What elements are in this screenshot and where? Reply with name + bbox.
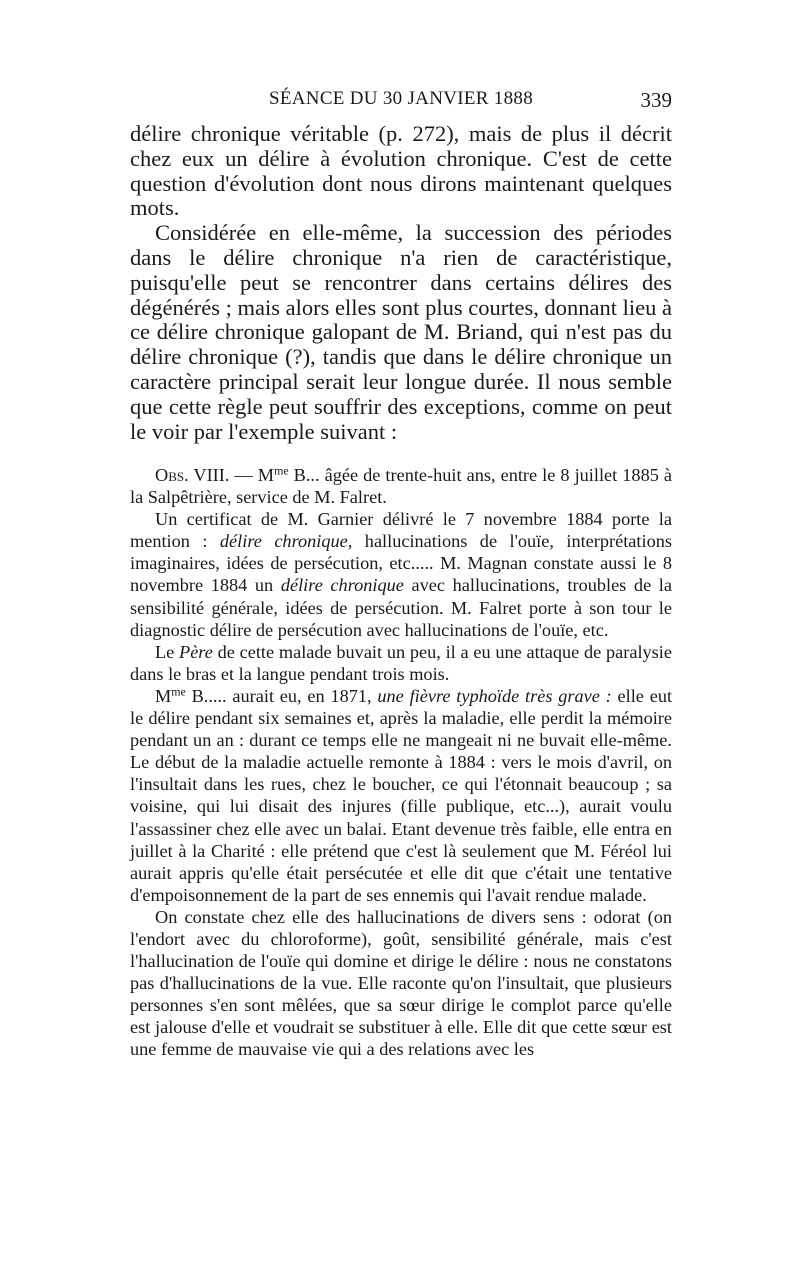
superscript: me [171,684,186,699]
text-run: elle eut le délire pendant six semaines et, après la maladie, elle perdit la mémoire pendant un an : durant ce temps elle ne mangeait ni ne buvait elle-même. Le début de la maladie actuelle remonte à 1884 : vers le mois d'avril, on l'insultait dans les rues, chez le boucher, ce qui l'étonnait beaucoup ; sa voisine, qui lui disait des injures (fille publique, etc...), aurait voulu l'assassiner chez elle avec un balai. Etant devenue très faible, elle entra en juillet à la Charité : elle prétend que c'est là seulement que M. Féréol lui aurait appris qu'elle était persécutée et elle dit que c'était une tentative d'empoisonnement de la part de ses ennemis qui l'avait rendue malade. [130,685,673,905]
paragraph-continuation: délire chronique véritable (p. 272), mais de plus il décrit chez eux un délire à évolution chronique. C'est de cette question d'évolution dont nous dirons maintenant quelques mots. [130,121,672,221]
text-run: de cette malade buvait un peu, il a eu une attaque de paralysie dans le bras et la langue pendant trois mois. [130,641,672,684]
superscript: me [274,463,289,478]
italic-text: délire chronique [280,575,404,596]
text-run: M [155,685,172,706]
observation-heredity [130,641,672,685]
observation-history [130,685,672,906]
italic-text: Père [179,641,213,662]
observation-dash: — M [234,465,275,485]
observation-intro-text: B... âgée de trente-huit ans, entre le 8 juillet 1885 à la Salpêtrière, service de M. Falret. [130,465,673,508]
text-run: hallucinations de l'ouïe, interprétations imaginaires, idées de persécution, etc..... M. Magnan constate aussi le 8 novembre 1884 un [130,531,672,596]
main-text [130,122,672,444]
page-number: 339 [640,88,672,112]
italic-text: délire chronique, [219,531,353,552]
running-title: SÉANCE DU 30 JANVIER 1888 [269,88,533,109]
text-run: Le [155,641,175,662]
running-header [130,88,672,118]
observation-title: Obs. VIII. [155,465,230,485]
observation-block [130,464,672,1061]
observation-certificate [130,508,672,641]
observation-intro [130,464,672,508]
observation-hallucinations: On constate chez elle des hallucinations de divers sens : odorat (on l'endort avec du chloroforme), goût, sensibilité générale, mais c'est l'hallucination de l'ouïe qui domine et dirige le délire : nous ne constatons pas d'hallucinations de la vue. Elle raconte qu'on l'insultait, que plusieurs personnes s'en sont mêlées, que sa sœur dirige le complot parce qu'elle est jalouse d'elle et voudrait se substituer à elle. Elle dit que cette sœur est une femme de mauvaise vie qui a des relations avec les [130,906,672,1060]
text-run: Un certificat de M. Garnier délivré le 7 novembre 1884 porte la mention : [130,509,672,552]
italic-text: une fièvre typhoïde très grave : [377,685,612,706]
text-run: avec hallucinations, troubles de la sensibilité générale, idées de persécution. M. Falret porte à son tour le diagnostic délire de persécution avec hallucinations de l'ouïe, etc. [130,575,673,640]
paragraph-evolution: Considérée en elle-même, la succession des périodes dans le délire chronique n'a rien de caractéristique, puisqu'elle peut se rencontrer dans certains délires des dégénérés ; mais alors elles sont plus courtes, donnant lieu à ce délire chronique galopant de M. Briand, qui n'est pas du délire chronique (?), tandis que dans le délire chronique un caractère principal serait leur longue durée. Il nous semble que cette règle peut souffrir des exceptions, comme on peut le voir par l'exemple suivant : [130,220,672,444]
text-run: B..... aurait eu, en 1871, [191,685,372,706]
